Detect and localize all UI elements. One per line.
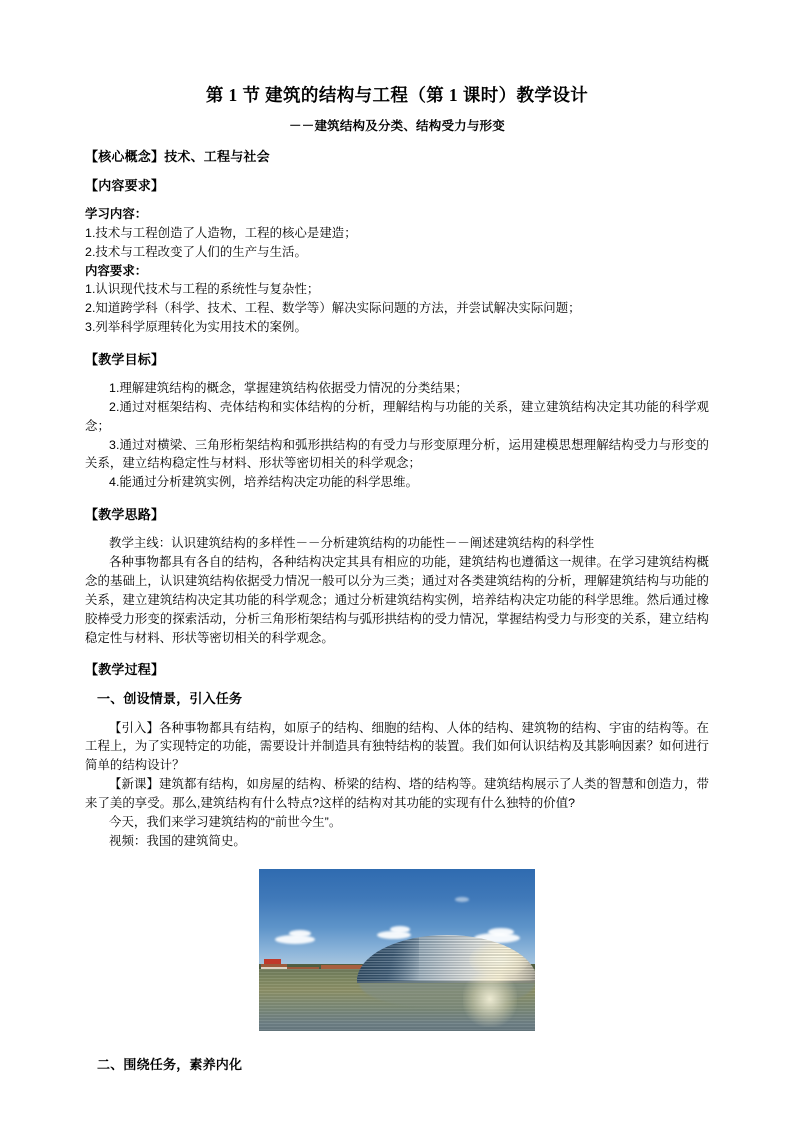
section-heading-core-concept: 【核心概念】技术、工程与社会 [85,148,270,164]
list-item: 2.技术与工程改变了人们的生产与生活。 [85,244,307,259]
video-line: 视频：我国的建筑简史。 [109,833,246,848]
spacer [85,196,709,205]
list-item: 3.列举科学原理转化为实用技术的案例。 [85,320,307,335]
figure-container [85,851,709,1031]
list-item: 1.认识现代技术与工程的系统性与复杂性； [85,282,320,297]
cloud-icon [455,897,469,902]
cloud-icon [390,926,410,933]
spacer [85,134,709,147]
teaching-main-line: 教学主线：认识建筑结构的多样性－－分析建筑结构的功能性－－阐述建筑结构的科学性 [109,536,595,551]
list-item: 1.理解建筑结构的概念，掌握建筑结构依据受力情况的分类结果； [109,381,468,396]
section-heading-teaching-process: 【教学过程】 [85,662,165,678]
new-lesson-paragraph: 【新课】建筑都有结构，如房屋的结构、桥梁的结构、塔的结构等。建筑结构展示了人类的智慧和创造力，带来了美的享受。那么,建筑结构有什么特点?这样的结构对其功能的实现有什么独特的价值? [85,777,709,810]
sun-reflection [463,971,517,1027]
content-requirement-label: 内容要求： [85,263,148,278]
today-line: 今天，我们来学习建筑结构的“前世今生”。 [109,814,342,829]
section-heading-teaching-goals: 【教学目标】 [85,351,165,367]
list-item: 4.能通过分析建筑实例，培养结构决定功能的科学思维。 [109,475,419,490]
step-heading-two: 二、围绕任务，素养内化 [97,1056,243,1072]
section-heading-content-requirements: 【内容要求】 [85,177,165,193]
list-item: 2.知道跨学科（科学、技术、工程、数学等）解决实际问题的方法，并尝试解决实际问题； [85,301,581,316]
spacer [85,492,709,505]
dome-shadow [357,935,419,981]
list-item: 2.通过对框架结构、壳体结构和实体结构的分析，理解结构与功能的关系，建立建筑结构决定其功能的科学观念； [85,399,709,433]
document-content [85,0,709,1075]
page-title: 第 1 节 建筑的结构与工程（第 1 课时）教学设计 [205,85,589,105]
teaching-approach-paragraph: 各种事物都具有各自的结构，各种结构决定其具有相应的功能，建筑结构也遵循这一规律。在学习建筑结构概念的基础上，认识建筑结构依据受力情况一般可以分为三类；通过对各类建筑结构的分析，理解建筑结构与功能的关系，建立建筑结构决定其功能的科学观念；通过分析建筑结构实例，培养结构决定功能的科学思维。然后通过橡胶棒受力形变的探索活动，分析三角形桁架结构与弧形拱结构的受力情况，掌握结构受力与形变的关系，建立结构稳定性与材料、形状等密切相关的科学观念。 [85,555,709,645]
spacer [85,370,709,379]
building-photo [259,869,535,1031]
spacer [85,337,709,350]
study-content-label: 学习内容： [85,207,148,222]
page-subtitle: －－建筑结构及分类、结构受力与形变 [289,118,505,133]
spacer [85,525,709,534]
cloud-icon [289,930,311,937]
section-heading-teaching-approach: 【教学思路】 [85,507,165,523]
list-item: 3.通过对横梁、三角形桁架结构和弧形拱结构的有受力与形变原理分析，运用建模思想理解结构受力与形变的关系，建立结构稳定性与材料、形状等密切相关的科学观念； [85,437,709,471]
list-item: 1.技术与工程创造了人造物，工程的核心是建造； [85,225,357,240]
spacer [85,1031,709,1055]
spacer [85,680,709,689]
spacer [85,710,709,719]
spacer [85,647,709,660]
spacer [85,167,709,176]
step-heading-one: 一、创设情景，引入任务 [97,691,243,707]
intro-paragraph: 【引入】各种事物都具有结构，如原子的结构、细胞的结构、人体的结构、建筑物的结构、宇宙的结构等。在工程上，为了实现特定的功能，需要设计并制造具有独特结构的装置。我们如何认识结构及其影响因素？如何进行简单的结构设计？ [85,720,709,773]
